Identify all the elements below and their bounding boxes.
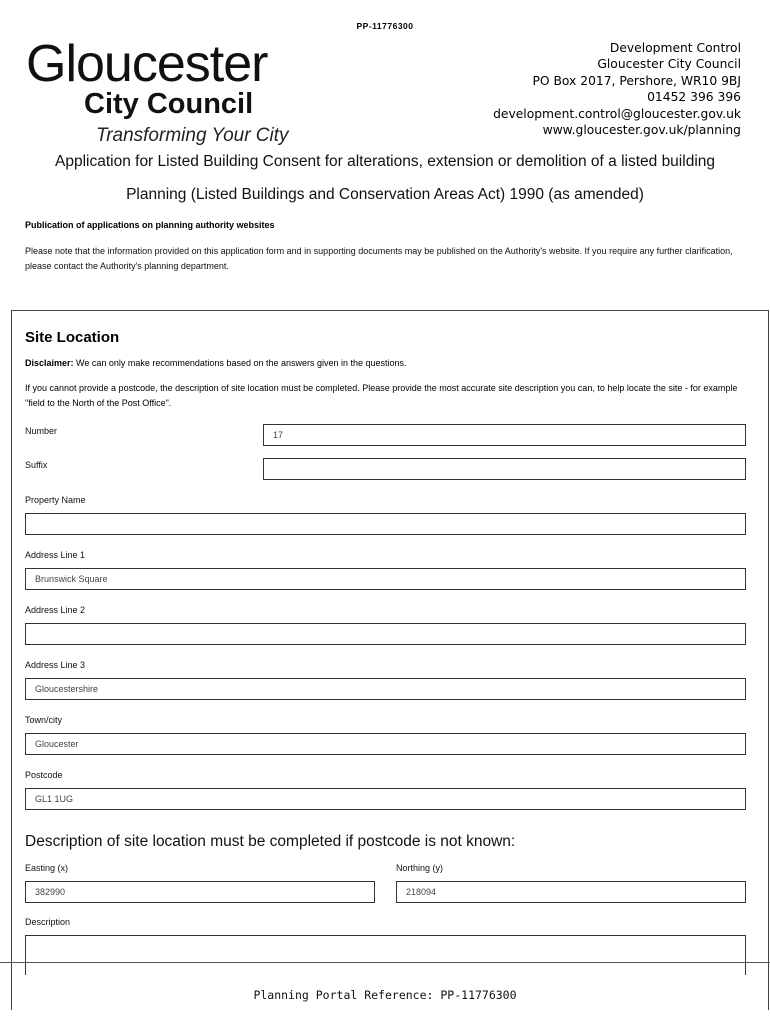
description-field[interactable] [25, 935, 746, 975]
address-line-2-field[interactable] [25, 623, 746, 645]
disclaimer-text: We can only make recommendations based on the answers given in the questions. [73, 358, 407, 368]
publication-text: Please note that the information provided on this application form and in supporting documents may be published on the Authority's website. If you require any further clarification, please contact the Authority's planning department. [25, 246, 733, 271]
address-line-3-field[interactable]: Gloucestershire [25, 678, 746, 700]
address-line-3-label: Address Line 3 [25, 660, 86, 670]
property-name-field[interactable] [25, 513, 746, 535]
site-note: If you cannot provide a postcode, the description of site location must be completed. Please provide the most accurate site description you can, to help locate the site - for example "field to the North of the Post Office". [25, 383, 738, 408]
easting-label: Easting (x) [25, 863, 69, 873]
logo-council: City Council [84, 88, 254, 120]
address-line-1-label: Address Line 1 [25, 550, 86, 560]
postcode-label: Postcode [25, 770, 63, 780]
publication-heading: Publication of applications on planning authority websites [25, 220, 275, 230]
logo-name: Gloucester [26, 35, 268, 93]
contact-email[interactable]: development.control@gloucester.gov.uk [493, 106, 741, 121]
address-line-1-field[interactable]: Brunswick Square [25, 568, 746, 590]
suffix-field[interactable] [263, 458, 746, 480]
easting-field[interactable]: 382990 [25, 881, 375, 903]
town-label: Town/city [25, 715, 63, 725]
description-label: Description [25, 917, 71, 927]
town-field[interactable]: Gloucester [25, 733, 746, 755]
contact-address: PO Box 2017, Pershore, WR10 9BJ [532, 73, 741, 88]
postcode-field[interactable]: GL1 1UG [25, 788, 746, 810]
contact-phone: 01452 396 396 [647, 90, 741, 105]
form-subtitle: Planning (Listed Buildings and Conservation Areas Act) 1990 (as amended) [126, 186, 644, 203]
section-title: Site Location [25, 329, 120, 346]
disclaimer [25, 358, 407, 368]
form-title: Application for Listed Building Consent for alterations, extension or demolition of a listed building [55, 153, 715, 170]
council-logo [26, 35, 326, 148]
suffix-label: Suffix [25, 460, 48, 470]
footer-reference: Planning Portal Reference: PP-11776300 [253, 988, 517, 1002]
contact-block [493, 40, 741, 138]
northing-label: Northing (y) [396, 863, 444, 873]
number-label: Number [25, 426, 58, 436]
contact-website[interactable]: www.gloucester.gov.uk/planning [542, 123, 741, 138]
disclaimer-label: Disclaimer: [25, 358, 74, 368]
description-heading: Description of site location must be completed if postcode is not known: [25, 833, 516, 850]
contact-organisation: Gloucester City Council [597, 57, 741, 72]
logo-tagline: Transforming Your City [96, 125, 289, 146]
contact-department: Development Control [609, 41, 741, 55]
address-line-2-label: Address Line 2 [25, 605, 86, 615]
site-location-section [11, 310, 769, 1010]
number-field[interactable]: 17 [263, 424, 746, 446]
property-name-label: Property Name [25, 495, 86, 505]
footer-divider [0, 962, 770, 963]
northing-field[interactable]: 218094 [396, 881, 746, 903]
reference-number: PP-11776300 [356, 21, 414, 31]
